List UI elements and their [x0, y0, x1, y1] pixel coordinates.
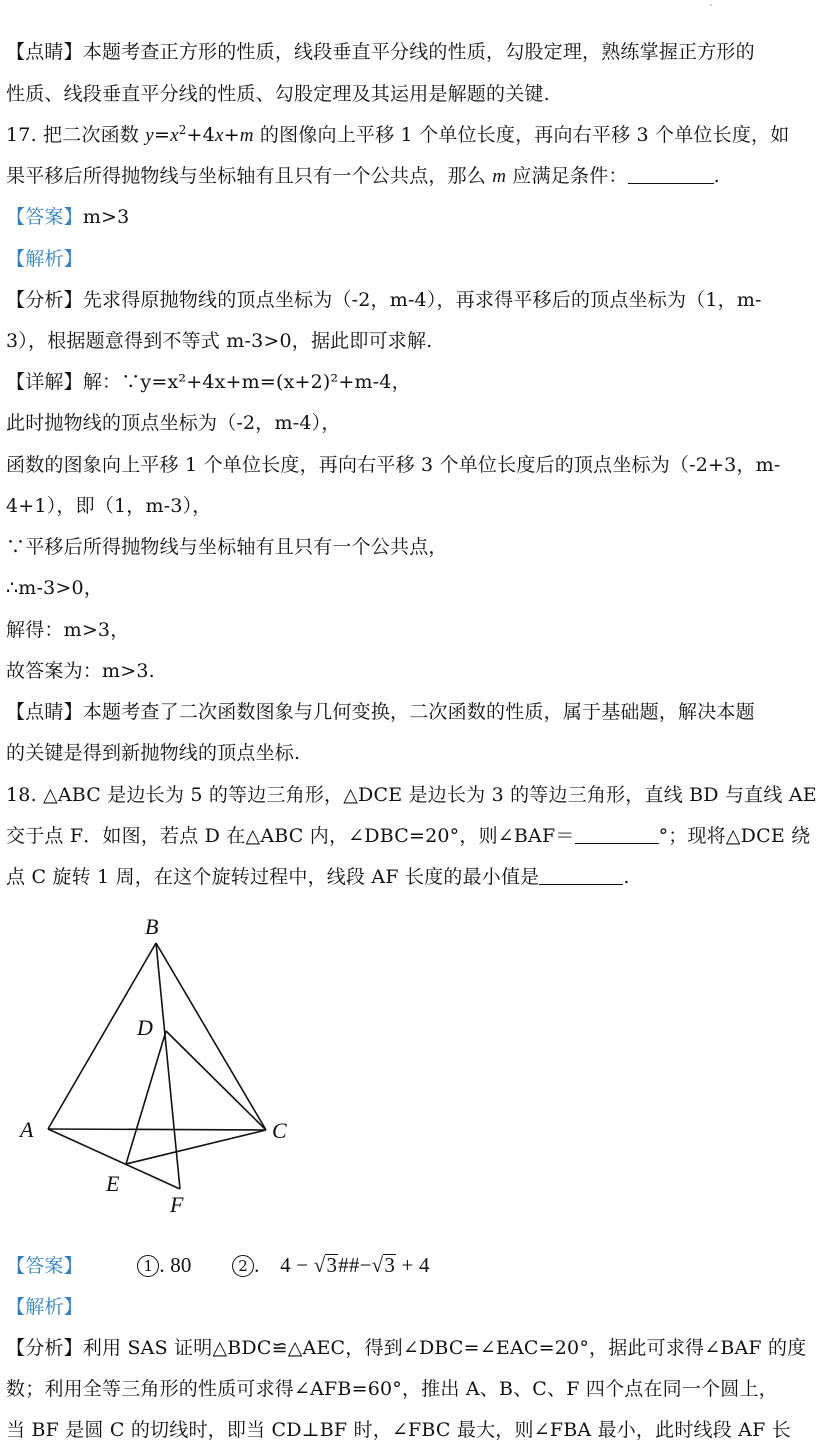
answer-17: 【答案】m>3 — [6, 206, 130, 228]
text-line: 【分析】先求得原抛物线的顶点坐标为（-2，m-4），再求得平移后的顶点坐标为（1，m- — [6, 289, 762, 311]
segment-EC — [126, 1130, 266, 1164]
text-line: 性质、线段垂直平分线的性质、勾股定理及其运用是解题的关键. — [6, 83, 550, 105]
answer-18: 【答案】 1 . 80 2 . 4 − √3##−√3 + 4 — [6, 1253, 430, 1277]
question-17-cont: 果平移后所得抛物线与坐标轴有且只有一个公共点，那么 m 应满足条件： . — [6, 165, 720, 187]
question-18-cont: 交于点 F．如图，若点 D 在△ABC 内，∠DBC=20°，则∠BAF＝ °；现将△DCE 绕 — [6, 825, 811, 847]
text-line: 的关键是得到新抛物线的顶点坐标. — [6, 742, 301, 764]
text-line: 函数的图象向上平移 1 个单位长度，再向右平移 3 个单位长度后的顶点坐标为（-2+3，m- — [6, 454, 781, 476]
answer-blank — [575, 825, 659, 844]
text-line: ∵平移后所得抛物线与坐标轴有且只有一个公共点， — [6, 536, 448, 558]
text-line: 【分析】利用 SAS 证明△BDC≌△AEC，得到∠DBC=∠EAC=20°，据此可求得∠BAF 的度 — [6, 1337, 807, 1359]
label-A: A — [20, 1117, 34, 1142]
question-17: 17. 把二次函数 $y=x^2+4x+m$ 的图像向上平移 1 个单位长度，再向右平移 3 个单位长度，如 — [6, 123, 790, 146]
triangle-diagram — [18, 910, 308, 1220]
scan-speck — [710, 4, 712, 6]
question-18-cont: 点 C 旋转 1 周，在这个旋转过程中，线段 AF 长度的最小值是 . — [6, 866, 630, 888]
sqrt-sign: √3 — [313, 1253, 338, 1277]
text-line: 【点睛】本题考查了二次函数图象与几何变换，二次函数的性质，属于基础题，解决本题 — [6, 701, 755, 723]
segment-DE — [126, 1031, 166, 1164]
segment-AC — [48, 1129, 266, 1130]
sqrt-sign: √3 — [371, 1253, 396, 1277]
label-C: C — [272, 1118, 287, 1143]
analysis-heading: 【解析】 — [6, 248, 83, 270]
text-line: 故答案为：m>3. — [6, 660, 155, 682]
label-B: B — [145, 914, 159, 939]
remark-tag: 【点睛】 — [6, 41, 83, 63]
geometry-figure — [18, 910, 308, 1220]
text-line: 【详解】解：∵y=x²+4x+m=(x+2)²+m-4， — [6, 371, 411, 393]
text-line: ∴m-3>0， — [6, 577, 104, 599]
question-18: 18. △ABC 是边长为 5 的等边三角形，△DCE 是边长为 3 的等边三角形，直线 BD 与直线 AE — [6, 784, 817, 806]
answer-expression: 4 − √3##−√3 + 4 — [280, 1253, 430, 1277]
text-line: 【点睛】本题考查正方形的性质，线段垂直平分线的性质，勾股定理，熟练掌握正方形的 — [6, 41, 755, 63]
label-E: E — [106, 1171, 120, 1196]
label-F: F — [170, 1192, 184, 1217]
answer-tag: 【答案】 — [6, 1255, 83, 1277]
answer-tag: 【答案】 — [6, 206, 83, 228]
label-D: D — [137, 1015, 153, 1040]
text-line: 解得：m>3， — [6, 619, 130, 641]
circled-number-1: 1 — [137, 1255, 159, 1277]
analysis-heading: 【解析】 — [6, 1296, 83, 1318]
text-line: 当 BF 是圆 C 的切线时，即当 CD⊥BF 时，∠FBC 最大，则∠FBA 最小，此时线段 AF 长 — [6, 1419, 791, 1441]
circled-number-2: 2 — [232, 1255, 254, 1277]
text-line: 数；利用全等三角形的性质可求得∠AFB=60°，推出 A、B、C、F 四个点在同一个圆上， — [6, 1378, 778, 1400]
answer-blank — [628, 165, 714, 184]
text-line: 3），根据题意得到不等式 m-3>0，据此即可求解. — [6, 330, 433, 352]
text-line: 4+1），即（1，m-3）， — [6, 495, 212, 517]
text-line: 此时抛物线的顶点坐标为（-2，m-4）， — [6, 412, 341, 434]
answer-blank — [539, 866, 623, 885]
